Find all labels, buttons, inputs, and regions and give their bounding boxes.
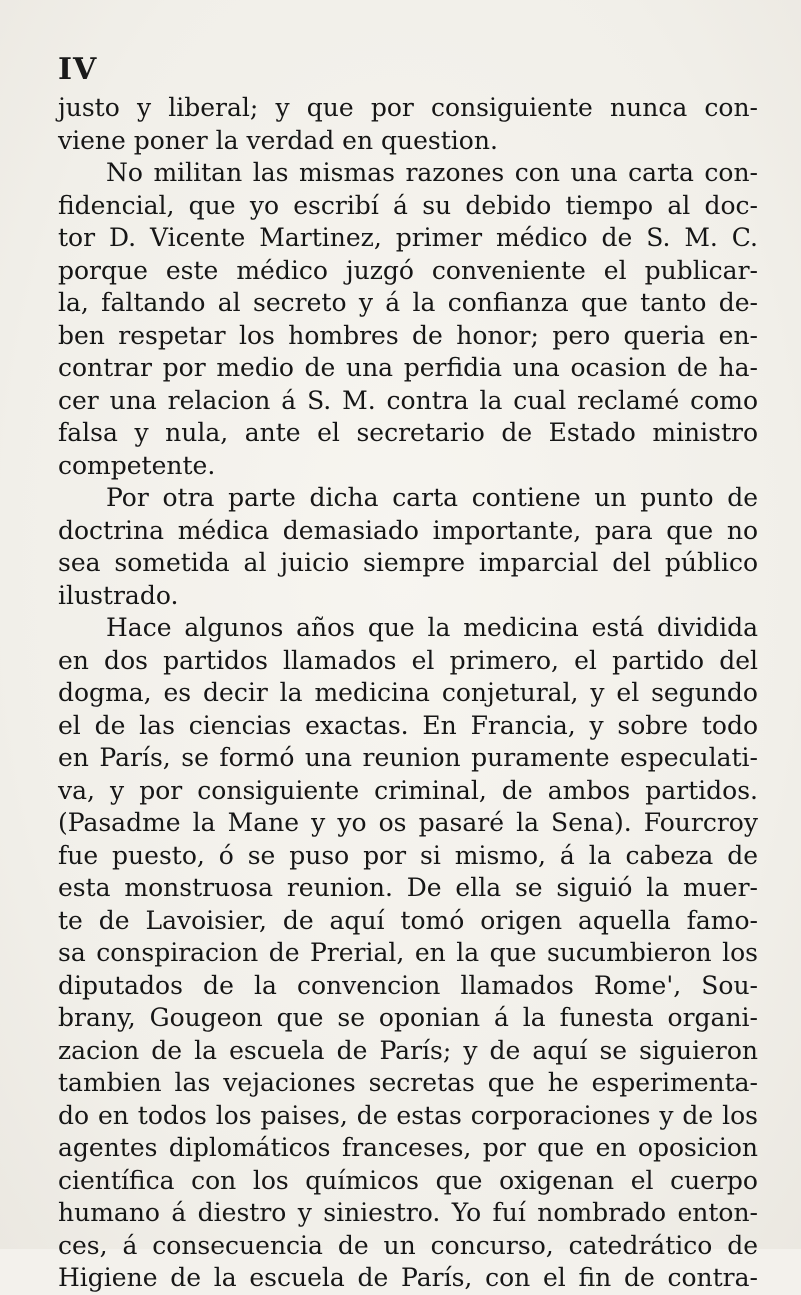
text-line: contrar por medio de una perfidia una ocasion de ha- xyxy=(58,353,758,382)
text-line: ilustrado. xyxy=(58,580,179,610)
page-number: IV xyxy=(58,52,98,87)
text-line: justo y liberal; y que por consiguiente nunca con- xyxy=(58,93,758,122)
text-line: fue puesto, ó se puso por si mismo, á la cabeza de xyxy=(58,840,758,870)
text-line: científica con los químicos que oxigenan el cuerpo xyxy=(58,1165,758,1195)
text-line: tambien las vejaciones secretas que he esperimenta- xyxy=(58,1068,758,1097)
text-line: dogma, es decir la medicina conjetural, y el segundo xyxy=(58,678,758,707)
text-line: No militan las mismas razones con una carta con- xyxy=(106,158,758,187)
text-line: zacion de la escuela de París; y de aquí se siguieron xyxy=(58,1035,758,1065)
text-line: Por otra parte dicha carta contiene un punto de xyxy=(106,483,758,512)
text-line: porque este médico juzgó conveniente el publicar- xyxy=(58,255,758,285)
text-line: en dos partidos llamados el primero, el partido del xyxy=(58,645,758,675)
text-line: viene poner la verdad en question. xyxy=(58,125,498,155)
text-line: ces, á consecuencia de un concurso, catedrático de xyxy=(58,1230,758,1260)
text-line: tor D. Vicente Martinez, primer médico de S. M. C. xyxy=(58,223,758,252)
text-line: va, y por consiguiente criminal, de ambos partidos. xyxy=(58,775,758,805)
text-line: la, faltando al secreto y á la confianza que tanto de- xyxy=(58,288,758,317)
text-line: Higiene de la escuela de París, con el fin de contra- xyxy=(58,1263,758,1292)
text-line: falsa y nula, ante el secretario de Estado ministro xyxy=(58,418,758,447)
text-line: do en todos los paises, de estas corporaciones y de los xyxy=(58,1100,758,1130)
text-line: competente. xyxy=(58,450,216,480)
text-line: agentes diplomáticos franceses, por que en oposicion xyxy=(58,1133,758,1162)
text-line: el de las ciencias exactas. En Francia, y sobre todo xyxy=(58,710,758,740)
text-line: te de Lavoisier, de aquí tomó origen aquella famo- xyxy=(58,905,758,935)
text-line: diputados de la convencion llamados Rome', Sou- xyxy=(58,970,758,1000)
text-line: fidencial, que yo escribí á su debido tiempo al doc- xyxy=(58,190,758,220)
text-line: ben respetar los hombres de honor; pero queria en- xyxy=(58,320,758,350)
text-line: humano á diestro y siniestro. Yo fuí nombrado enton- xyxy=(58,1198,758,1227)
text-line: sa conspiracion de Prerial, en la que sucumbieron los xyxy=(58,938,758,967)
text-line: Hace algunos años que la medicina está dividida xyxy=(106,613,758,642)
text-line: brany, Gougeon que se oponian á la funesta organi- xyxy=(58,1003,758,1032)
text-line: cer una relacion á S. M. contra la cual reclamé como xyxy=(58,385,758,415)
text-line: en París, se formó una reunion puramente especulati- xyxy=(58,743,758,772)
text-line: esta monstruosa reunion. De ella se siguió la muer- xyxy=(58,873,758,902)
body-text xyxy=(58,92,758,1295)
text-line: doctrina médica demasiado importante, para que no xyxy=(58,515,758,545)
text-line: (Pasadme la Mane y yo os pasaré la Sena). Fourcroy xyxy=(58,808,758,837)
text-line: sea sometida al juicio siempre imparcial del público xyxy=(58,548,758,577)
